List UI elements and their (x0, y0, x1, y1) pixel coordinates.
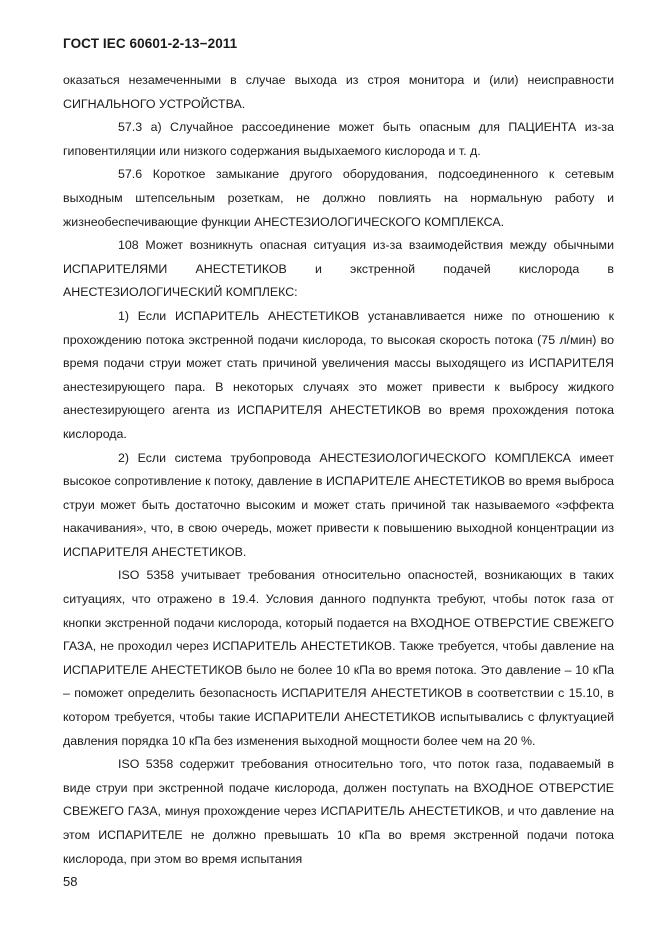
document-body (63, 69, 614, 871)
paragraph: 1) Если ИСПАРИТЕЛЬ АНЕСТЕТИКОВ устанавливается ниже по отношению к прохождению потока экстренной подачи кислорода, то высокая скорость потока (75 л/мин) во время подачи струи может стать причиной увеличения массы выходящего из ИСПАРИТЕЛЯ анестезирующего пара. В некоторых случаях это может привести к выбросу жидкого анестезирующего агента из ИСПАРИТЕЛЯ АНЕСТЕТИКОВ во время прохождения потока кислорода. (63, 308, 614, 441)
paragraph: 57.3 а) Случайное рассоединение может быть опасным для ПАЦИЕНТА из-за гиповентиляции или низкого содержания выдыхаемого кислорода и т. д. (63, 120, 614, 158)
paragraph: 2) Если система трубопровода АНЕСТЕЗИОЛОГИЧЕСКОГО КОМПЛЕКСА имеет высокое сопротивление к потоку, давление в ИСПАРИТЕЛЕ АНЕСТЕТИКОВ во время выброса струи может быть достаточно высоким и может стать причиной так называемого «эффекта накачивания», что, в свою очередь, может привести к повышению выходной концентрации из ИСПАРИТЕЛЯ АНЕСТЕТИКОВ. (63, 450, 614, 559)
paragraph: ISO 5358 содержит требования относительно того, что поток газа, подаваемый в виде струи при экстренной подаче кислорода, должен поступать на ВХОДНОЕ ОТВЕРСТИЕ СВЕЖЕГО ГАЗА, минуя прохождение через ИСПАРИТЕЛЬ АНЕСТЕТИКОВ, и что давление на этом ИСПАРИТЕЛЕ не должно превышать 10 кПа во время экстренной подачи потока кислорода, при этом во время испытания (63, 757, 614, 866)
paragraph: оказаться незамеченными в случае выхода из строя монитора и (или) неисправности СИГНАЛЬНОГО УСТРОЙСТВА. (63, 73, 614, 111)
page-number: 58 (63, 874, 78, 889)
paragraph: 57.6 Короткое замыкание другого оборудования, подсоединенного к сетевым выходным штепсельным розеткам, не должно повлиять на нормальную работу и жизнеобеспечивающие функции АНЕСТЕЗИОЛОГИЧЕСКОГО КОМПЛЕКСА. (63, 167, 614, 229)
document-header: ГОСТ IEC 60601-2-13−2011 (63, 36, 238, 51)
paragraph: 108 Может возникнуть опасная ситуация из-за взаимодействия между обычными ИСПАРИТЕЛЯМИ АНЕСТЕТИКОВ и экстренной подачей кислорода в АНЕСТЕЗИОЛОГИЧЕСКИЙ КОМПЛЕКС: (63, 238, 614, 300)
paragraph: ISO 5358 учитывает требования относительно опасностей, возникающих в таких ситуациях, что отражено в 19.4. Условия данного подпункта требуют, чтобы поток газа от кнопки экстренной подачи кислорода, который подается на ВХОДНОЕ ОТВЕРСТИЕ СВЕЖЕГО ГАЗА, не проходил через ИСПАРИТЕЛЬ АНЕСТЕТИКОВ. Также требуется, чтобы давление на ИСПАРИТЕЛЕ АНЕСТЕТИКОВ было не более 10 кПа во время потока. Это давление – 10 кПа – поможет определить безопасность ИСПАРИТЕЛЯ АНЕСТЕТИКОВ в соответствии с 15.10, в котором требуется, чтобы такие ИСПАРИТЕЛИ АНЕСТЕТИКОВ испытывались с флуктуацией давления порядка 10 кПа без изменения выходной мощности более чем на 20 %. (63, 568, 614, 748)
